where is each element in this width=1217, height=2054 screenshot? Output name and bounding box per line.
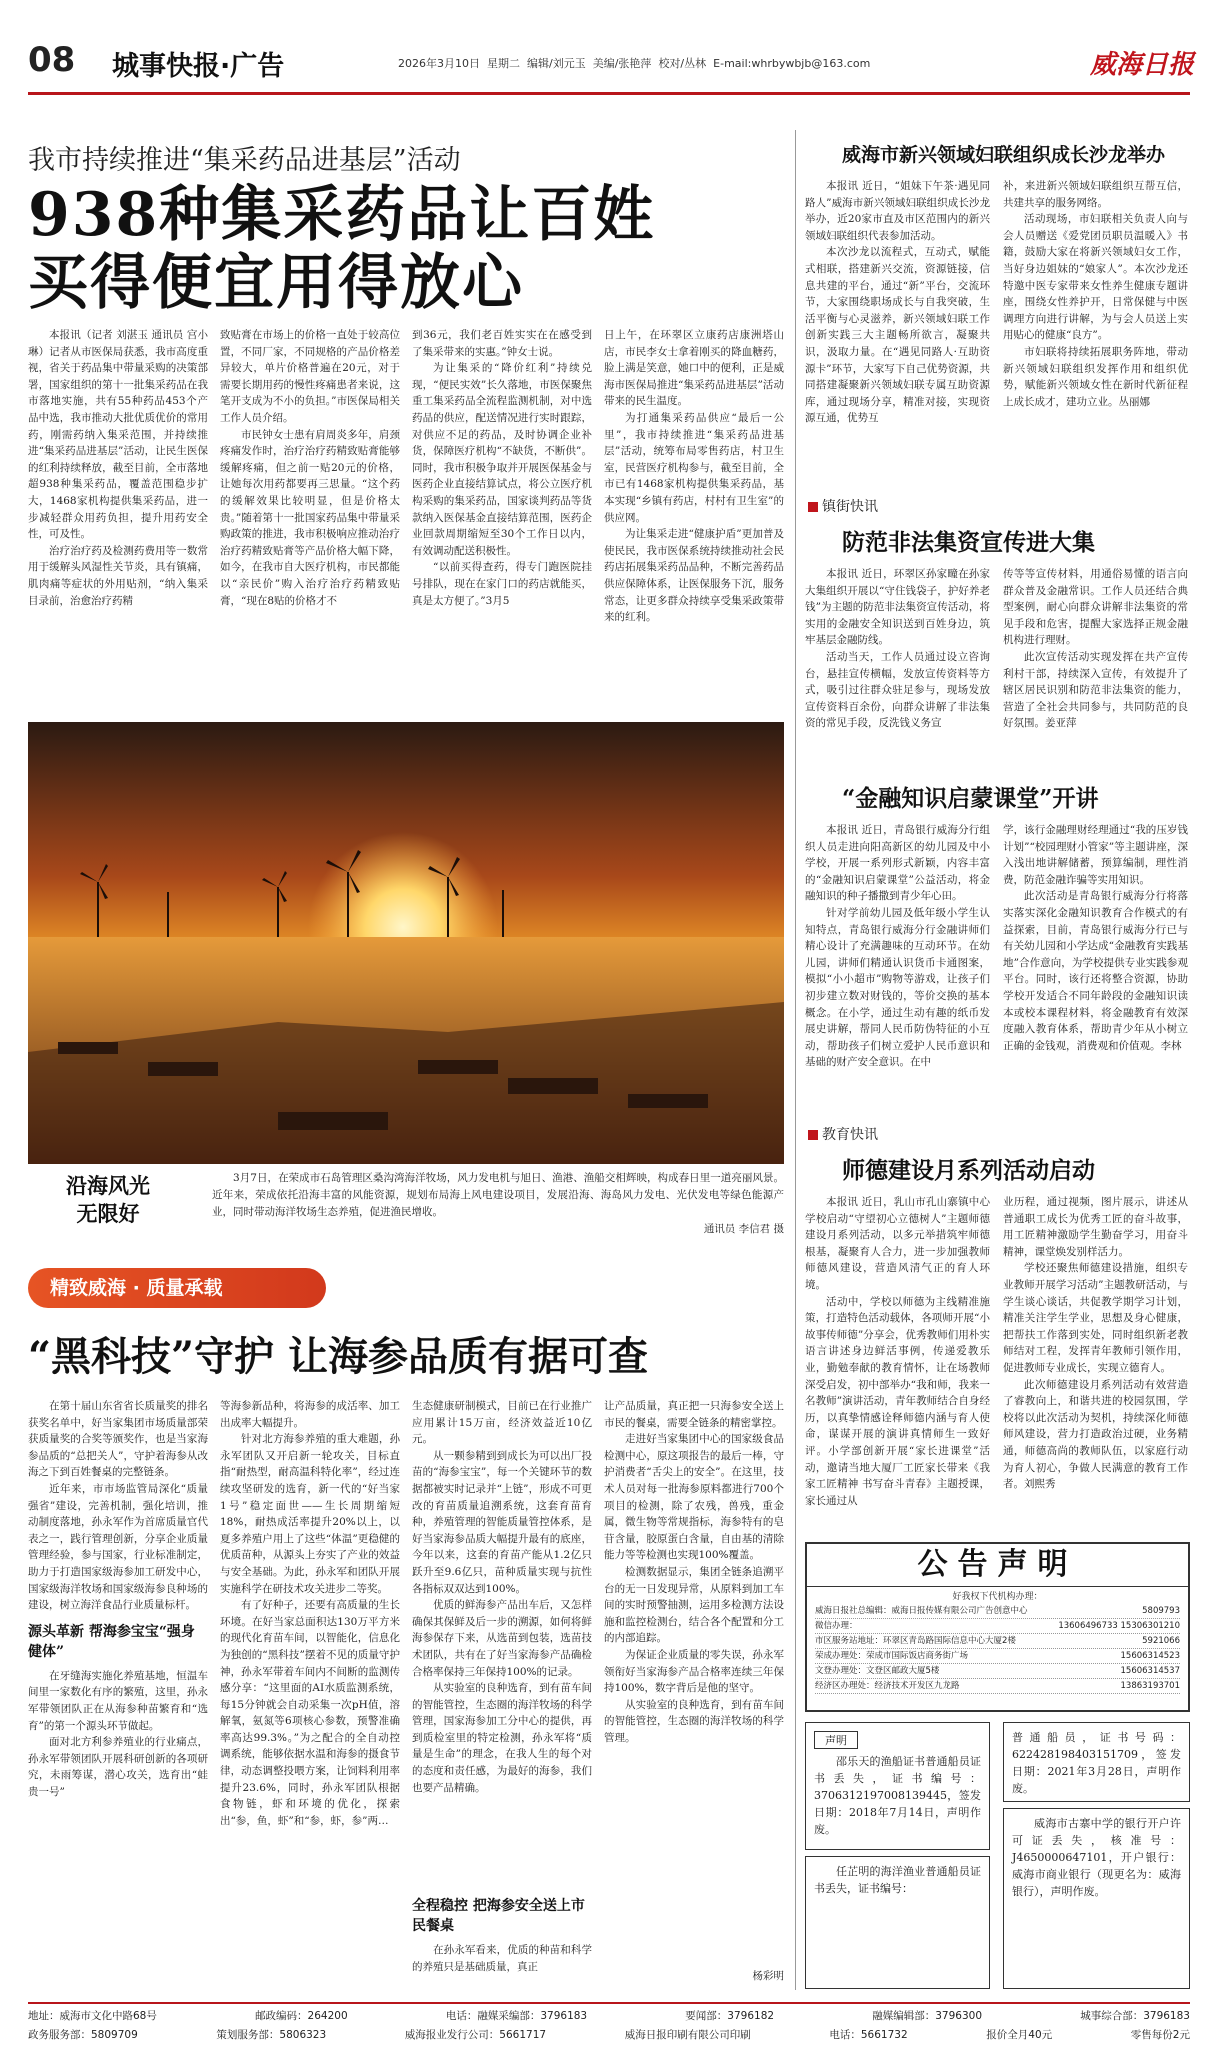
notice-row	[815, 1604, 1180, 1619]
news1-col-2	[1003, 178, 1188, 488]
section-title: 城事快报·广告	[112, 51, 285, 82]
lead-para: 到36元，我们老百姓实实在在感受到了集采带来的实惠。”钟女士说。	[412, 329, 592, 358]
news-para: 活动现场，市妇联相关负责人向与会人员赠送《爱党团员职员温暖入》书籍，鼓励大家在将新兴领域妇女工作，当好身边姐妹的“娘家人”。本次沙龙还特邀中医专家带来女性养生健康专题讲座，围绕女性养护开，日常保健与中医调理方向进行讲解，为与会人员送上实用贴心的健康“良方”。	[1003, 213, 1188, 342]
declaration-text: 邵乐天的渔船证书普通船员证书丢失，证书编号：3706312197008139445，签发日期：2018年7月14日，声明作废。	[814, 1755, 981, 1836]
quality-subhead-1: 源头革新 帮海参宝宝“强身健体”	[28, 1623, 195, 1660]
news3-title: “金融知识启蒙课堂”开讲	[842, 785, 1099, 812]
notice-row-label: 威海日报社总编辑：威海日报传媒有限公司广告创意中心	[815, 1606, 1028, 1616]
notice-row-label: 微信办理：	[815, 1621, 858, 1631]
footer-item: 电话：5661732	[829, 2029, 908, 2041]
news-para: 本报讯 近日，青岛银行威海分行组织人员走进向阳高新区的幼儿园及中小学校，开展一系列形式新颖，内容丰富的“金融知识启蒙课堂”公益活动，将金融知识的种子播撒到青少年心田。	[805, 824, 990, 903]
news2-tag: 镇街快讯	[808, 496, 878, 516]
notice-row	[815, 1634, 1180, 1649]
news2-col-1	[805, 566, 990, 766]
news-para: 学校还聚焦师德建设措施，组织专业教师开展学习活动”主题教研活动，与学生谈心谈话，共促教学期学习计划，精准关注学生学业，思想及身心健康，把帮扶工作落到实处，同时组织新老教师结对工程，发挥青年教师引领作用，促进教师专业成长，实现立德育人。	[1003, 1262, 1188, 1374]
footer-item: 地址：威海市文化中路68号	[28, 2010, 157, 2022]
column-divider	[795, 130, 796, 1990]
news3-col-1	[805, 822, 990, 1114]
footer-item: 策划服务部：5806323	[216, 2029, 327, 2041]
quality-col-4-body	[604, 1398, 784, 1968]
declaration-text: 普通船员，证书号码：622428198403151709，签发日期：2021年3月28日，声明作废。	[1012, 1731, 1181, 1795]
quality-para: 从实验室的良种选育，到有苗车间的智能管控，生态圈的海洋牧场的科学管理，国家海参加工分中心的提供，再到质检室里的特定检测，孙永军将“质量是生命”的理念，在我人生的每个对的态度和责任感，为最好的海参，我们也要产品精确。	[412, 1682, 592, 1794]
notice-subtitle: 好我权下代机构办理：	[952, 1592, 1043, 1602]
notice-title: 公告声明	[807, 1544, 1188, 1587]
lead-kicker: 我市持续推进“集采药品进基层”活动	[28, 145, 461, 176]
notice-decl-2	[805, 1856, 990, 1989]
news-para: 传等等宣传材料，用通俗易懂的语言向群众普及金融常识。工作人员还结合典型案例，耐心向群众讲解非法集资的常见手段和危害，提醒大家选择正规金融机构进行理财。	[1003, 568, 1188, 647]
news2-col-2	[1003, 566, 1188, 766]
caption-text: 3月7日，在荣成市石岛管理区桑沟湾海洋牧场，风力发电机与旭日、渔港、渔船交相辉映，构成春日里一道亮丽风景。近年来，荣成依托沿海丰富的风能资源，规划布局海上风电建设项目，发展沿海、海岛风力发电、光伏发电等绿色能源产业，同时带动海洋牧场生态养殖，促进渔民增收。	[212, 1172, 784, 1218]
notice-row	[815, 1679, 1180, 1694]
photo-caption	[212, 1170, 784, 1236]
lead-col-2	[220, 327, 400, 712]
notice-row-phone: 15606314523	[1120, 1651, 1180, 1661]
photo-title-line-2: 无限好	[76, 1201, 140, 1226]
lead-para: 治疗治疗药及检测药费用等一数常用于缓解头风湿性关节炎，具有镇痛，肌肉痛等症状的外用贴剂，“纳入集采目录前，治愈治疗药精	[28, 544, 208, 607]
footer-item: 要闻部：3796182	[685, 2010, 775, 2022]
footer-item: 邮政编码：264200	[255, 2010, 348, 2022]
news-para: 针对学前幼儿园及低年级小学生认知特点，青岛银行威海分行金融讲师们精心设计了充满趣味的互动环节。在幼儿园，讲师们精通认识货币卡通图案，模拟“小小超市”购物等游戏，让孩子们初步建立数对财钱的，等价交换的基本概念。在小学，通过生动有趣的纸币发展史讲解，帮同人民币防伪特征的小互动，帮助孩子们树立爱护人民币意识和基础的财产安全意识。在中	[805, 906, 990, 1069]
notice-row-phone: 5809793	[1142, 1606, 1180, 1616]
footer-item: 威海日报印刷有限公司印刷	[624, 2029, 751, 2041]
quality-banner: 精致威海 · 质量承载	[28, 1268, 326, 1308]
news-para: 业历程，通过视频，图片展示，讲述从普通职工成长为优秀工匠的奋斗故事，用工匠精神激励学生勤奋学习，用奋斗精神，课堂焕发别样活力。	[1003, 1196, 1188, 1258]
coastal-sunrise-photo	[28, 722, 784, 1164]
quality-para: 让产品质量，真正把一只海参安全送上市民的餐桌，需要全链条的精密掌控。	[604, 1400, 784, 1429]
news-para: 补，来进新兴领域妇联组织互帮互信，共建共享的服务网络。	[1003, 180, 1188, 209]
footer-row-2	[28, 2027, 1190, 2042]
quality-byline: 杨彩明	[752, 1970, 784, 1982]
proofreader: 校对/丛林	[658, 57, 707, 70]
news-para: 本报讯 近日，环翠区孙家疃在孙家大集组织开展以“守住钱袋子，护好养老钱”为主题的防范非法集资宣传活动，将实用的金融安全知识送到百姓身边，筑牢基层金融防线。	[805, 568, 990, 647]
news-para: 学，该行金融理财经理通过“我的压岁钱计划”“校园理财小管家”等主题讲座，深入浅出地讲解储蓄，预算编制，理性消费，防范金融诈骗等实用知识。	[1003, 824, 1188, 886]
news4-tag: 教育快讯	[808, 1124, 878, 1144]
footer-item: 报价全月40元	[986, 2029, 1053, 2041]
email[interactable]: E-mail:whrbywbjb@163.com	[713, 57, 871, 70]
declaration-text: 任芷明的海洋渔业普通船员证书丢失，证书编号：	[814, 1865, 981, 1895]
lead-headline-2: 买得便宜用得放心	[28, 248, 524, 318]
quality-para: 等海参新品种，将海参的成活率、加工出成率大幅提升。	[220, 1400, 400, 1429]
notice-decl-3	[1003, 1722, 1190, 1802]
lead-para: 致贴膏在市场上的价格一直处于较高位置，不同厂家，不同规格的产品价格差异较大，单片价格普遍在20元，对于需要长期用药的慢性疼痛患者来说，这笔开支成为不小的负担。”市医保局相关工作人员介绍。	[220, 329, 400, 424]
quality-para: 检测数据显示，集团全链条追溯平台的无一日发现异常，从原料到加工车间的实时预警抽测，运用多检测方法设施和监控检测台，结合各个配置和分工的内部追踪。	[604, 1565, 784, 1645]
paper-logo: 威海日报	[1090, 50, 1195, 80]
weekday: 星期二	[487, 57, 520, 70]
lead-col-1	[28, 327, 208, 712]
quality-para: 在牙缝海实施化养殖基地，恒温车间里一家数化有序的繁殖，这里，孙永军带领团队正在从海参种苗繁育和“选育”的第一个源头环节做起。	[28, 1669, 208, 1732]
photo-byline: 通讯员 李信君 摄	[703, 1223, 784, 1235]
lead-para: 本报讯（记者 刘湛玉 通讯员 宫小琳）记者从市医保局获悉，我市高度重视，省关于药品集中带量采购的决策部署，国家组织的第十一批集采药品在我市落地实施，共有55种药品453个产品中选，我市推动大批优质优价的常用药，刚需药纳入集采范围，并持续推进“集采药品进基层”活动，让民生医保的红利持续释放，截至目前，全市落地超938种集采药品，覆盖范围稳步扩大，1468家机构提供集采药品，进一步减轻群众用药负担，提升用药安全性，可及性。	[28, 329, 208, 541]
lead-para: 市民钟女士患有肩周炎多年，肩颈疼痛发作时，治疗治疗药精致贴膏能够缓解疼痛，但之前一贴20元的价格，让她每次用药都要再三思量。“这个药的缓解效果比较明显，但是价格太贵。”随着第十一批国家药品集中带量采购政策的推进，我市积极响应推动治疗治疗药精致贴膏等产品价格大幅下降，如今，在我市自大医疗机构，市民都能以“亲民价”购入治疗治疗药精致贴膏，“现在8贴的价格才不	[220, 428, 400, 607]
footer-item: 威海报业发行公司：5661717	[404, 2029, 547, 2041]
news-para: 此次活动是青岛银行威海分行将落实落实深化金融知识教育合作模式的有益探索，目前，青岛银行威海分行已与有关幼儿园和小学达成“金融教育实践基地”合作意向，为学校提供专业实践参观平台。同时，该行还将整合资源，协助学校开发适合不同年龄段的金融知识读本或校本课程材料，将金融教育有效深度融入教育体系，帮助青少年从小树立正确的金钱观，消费观和价值观。李林	[1003, 890, 1188, 1052]
quality-col-2	[220, 1398, 400, 1990]
quality-para: 从一颗参精到到成长为可以出厂投苗的“海参宝宝”，每一个关键环节的数据都被实时记录并“上链”，形成不可更改的育苗质量追溯系统，这套育苗育种，养殖管理的智能质量管控体系，是好当家海参品质大幅提升最有的底座，今年以来，这套的育苗产能从1.2亿只跃升至9.6亿只，苗种质量实现与抗性各指标双双达到100%。	[412, 1449, 592, 1595]
masthead-rule	[28, 92, 1190, 95]
notice-rows	[807, 1604, 1188, 1694]
news-para: 活动中，学校以师德为主线精准施策，打造特色活动载体，各项师开展“小故事传师德”分享会，优秀教师们用朴实语言讲述身边鲜活事例，传递爱教乐业，勤勉奉献的教育情怀，让在场教师深受启发，初中部举办“我和师，我来一名教师”演讲活动，青年教师结合自身经历，以真挚情感诠释师德内涵与育人使命，谋谋开展的演讲真情师生一致好评。小学部创新开展“家长进课堂”活动，邀请当地大厦厂工匠家长带来《我家工匠精神 书写奋斗青春》主题授课，家长通过从	[805, 1295, 990, 1507]
page-number: 08	[28, 40, 76, 80]
news1-title: 威海市新兴领域妇联组织成长沙龙举办	[842, 144, 1166, 166]
lead-para: 日上午，在环翠区立康药店康洲塔山店，市民李女士拿着刚买的降血糖药，脸上满是笑意，她口中的便利，正是威海市医保局推进“集采药品进基层”活动带来的民生温度。	[604, 329, 784, 408]
news2-title: 防范非法集资宣传进大集	[842, 529, 1095, 556]
notice-decl-1	[805, 1722, 990, 1850]
quality-para: 有了好种子，还要有高质量的生长环境。在好当家总面积达130万平方米的现代化育苗车间，以智能化，信息化为独创的“黑科技”摆着不见的质量守护神，孙永军带着车间内不间断的监测传感分享：“这里面的AI水质监测系统，每15分钟就会自动采集一次pH值，溶解氧，氨氮等6项核心参数，预警准确率高达99.3%。”为之配合的全自动控调系统，能够依据水温和海参的摄食节律，动态调整投喂方案，让饲料利用率提升23.6%，同时，孙永军团队根据食物链，虾和环境的优化，探索出“参，鱼，虾”和“参，虾，参”两…	[220, 1599, 400, 1827]
notice-row-phone: 5921066	[1142, 1636, 1180, 1646]
notice-row	[815, 1619, 1180, 1634]
masthead-meta	[398, 55, 870, 71]
footer-item: 城事综合部：3796183	[1080, 2010, 1190, 2022]
news-para: 本报讯 近日，“姐妹下午茶·遇见同路人”威海市新兴领域妇联组织成长沙龙举办，近20家市直及市区范围内的新兴领域妇联组织代表参加活动。	[805, 180, 990, 242]
date: 2026年3月10日	[398, 57, 480, 70]
footer-item: 电话：融媒采编部：3796183	[445, 2010, 588, 2022]
news-para: 本次沙龙以流程式，互动式，赋能式相联，搭建新兴交流，资源链接，信息共建的平台，通过“新”平台，交流环节，大家围绕职场成长与自我突破，生活平衡与心灵滋养，新兴领域妇联工作创新实践三大主题畅所欲言，凝聚共识，汲取力量。在“遇见同路人·互助资源卡”环节，大家写下自己优势资源，共同搭建凝聚新兴领域妇联专属互助资源库，通过现场分享，精准对接，实现资源互通，优势互	[805, 246, 990, 425]
quality-para: 面对北方利参养殖业的行业痛点，孙永军带领团队开展科研创新的各项研究，未雨筹谋，潜心攻关，选育出“蛙贵一号”	[28, 1736, 208, 1798]
news1-col-1	[805, 178, 990, 488]
quality-para: 生态健康研制模式，目前已在行业推广应用累计15万亩，经济效益近10亿元。	[412, 1400, 592, 1446]
photo-title	[28, 1164, 188, 1246]
lead-para: 为让集采走进“健康护盾”更加普及使民民，我市医保系统持续推动社会民药店拓展集采药品品种，不断完善药品供应保障体系，让医保服务下沉，服务常态，让更多群众持续享受集采政策带来的红利。	[604, 528, 784, 624]
news4-col-1	[805, 1194, 990, 1534]
quality-para: 在孙永军看来，优质的种苗和科学的养殖只是基础质量，真正	[412, 1944, 592, 1973]
quality-para: 在第十届山东省省长质量奖的排名获奖名单中，好当家集团市场质量部荣获质量奖的合奖等颁奖作，也是当家海参品质的“总把关人”，守护着海参从改海之下到百姓餐桌的完整链条。	[28, 1400, 208, 1479]
quality-para: 针对北方海参养殖的重大难题，孙永军团队又开启新一轮攻关，目标直指“耐热型，耐高温科特化率”，经过连续攻坚研发的选育，新一代的“好当家1号”稳定面世——生长周期缩短18%，耐热成活率提升20%以上，以夏多养殖户用上了这些“体温”更稳健的优质苗种，从源头上夯实了产业的效益与安全基础。为此，孙永军和团队开展实施科学在研技术攻关进步二等奖。	[220, 1433, 400, 1595]
notice-row	[815, 1664, 1180, 1679]
notice-row	[815, 1649, 1180, 1664]
footer-item: 融媒编辑部：3796300	[872, 2010, 983, 2022]
quality-para: 为保证企业质量的零失误，孙永军领衔好当家海参产品合格率连续三年保持100%，数字背后是他的坚守。	[604, 1648, 784, 1695]
quality-para: 优质的鲜海参产品出车后，又怎样确保其保鲜及后一步的溯源，如何将鲜海参保存下来，从选苗到包装，选苗技术团队，共有在了好当家海参产品确检合格率保持三年保持100%的记录。	[412, 1599, 592, 1678]
lead-headline-1: 938种集采药品让百姓	[28, 180, 656, 250]
notice-row-label: 市区服务站地址：环翠区青岛路国际信息中心大厦2楼	[815, 1636, 1016, 1646]
news4-title: 师德建设月系列活动启动	[842, 1157, 1095, 1184]
quality-col-4	[604, 1398, 784, 1990]
footer-rule	[28, 2002, 1190, 2004]
news-para: 此次师德建设月系列活动有效营造了睿教向上，和谐共进的校园氛围，学校将以此次活动为契机，持续深化师德师风建设，营力打造政治过硬，业务精通，师德高尚的教师队伍，以家庭行动为育人初心，争做人民满意的教育工作者。刘熙秀	[1003, 1378, 1188, 1491]
lead-para: 为打通集采药品供应“最后一公里”，我市持续推进“集采药品进基层”活动，统筹布局零售药店，村卫生室，民营医疗机构参与，截至目前，全市已有1468家机构提供集采药品，基本实现“乡镇有药店，村村有卫生室”的供应网。	[604, 411, 784, 524]
news-para: 本报讯 近日，乳山市孔山寨镇中心学校启动“守望初心立德树人”主题师德建设月系列活动，以多元举措筑牢师德根基，凝聚育人合力，进一步加强教师师德风建设，营造风清气正的育人环境。	[805, 1196, 990, 1291]
quality-para: 从实验室的良种选育，到有苗车间的智能管控，生态圈的海洋牧场的科学管理。	[604, 1698, 784, 1744]
footer-item: 零售每份2元	[1130, 2029, 1190, 2041]
lead-para: 为让集采的“降价红利”持续兑现，“便民实效”长久落地，市医保聚焦重工集采药品全流程监测机制，对中选药品的供应，配送情况进行实时跟踪，对供应不足的药品，及时协调企业补货，保障医疗机构“不缺货，不断供”。同时，我市积极争取并开展医保基金与医药企业直接结算试点，将公立医疗机构采购的集采药品，国家谈判药品等货款纳入医保基金直接结算范围，医药企业回款周期缩短至30个工作日以内，有效调动配送积极性。	[412, 362, 592, 557]
quality-col-3-body	[412, 1398, 592, 1888]
notice-row-label: 荣成办理处：荣成市国际饭店商务街广场	[815, 1651, 969, 1661]
quality-subhead-2: 全程稳控 把海参安全送上市民餐桌	[412, 1898, 585, 1934]
notice-box	[805, 1542, 1190, 1712]
notice-row-phone: 15606314537	[1120, 1666, 1180, 1676]
news-para: 市妇联将持续拓展职务阵地，带动新兴领域妇联组织发挥作用和组织优势，赋能新兴领域女性在新时代新征程上成长成才，建功立业。丛丽娜	[1003, 345, 1188, 408]
quality-col-1	[28, 1398, 208, 1990]
declaration-text: 威海市古寨中学的银行开户许可证丢失，核准号：J4650000647101，开户银行：威海市商业银行（现更名为：威海银行），声明作废。	[1012, 1817, 1181, 1898]
notice-row-label: 文登办理处：文登区邮政大厦5楼	[815, 1666, 940, 1676]
declaration-label: 声明	[814, 1731, 858, 1749]
quality-para: 走进好当家集团中心的国家级食品检测中心，原这项报告的最后一棒，守护消费者“舌尖上的安全”。在这里，技术人员对每一批海参原料都进行700个项目的检测，除了农残，兽残，重金属，微生物等常规指标，海参特有的皂苷含量，胶原蛋白含量，自由基的清除能力等等检测也实现100%覆盖。	[604, 1433, 784, 1562]
news4-col-2	[1003, 1194, 1188, 1534]
section-tag: 广告	[230, 51, 285, 82]
notice-row-phone: 13863193701	[1120, 1681, 1180, 1691]
news-para: 活动当天，工作人员通过设立咨询台，悬挂宣传横幅，发放宣传资料等方式，吸引过往群众驻足参与，现场发放宣传资料百余份，向群众讲解了非法集资的常见手段，反洗钱义务宣	[805, 650, 990, 730]
lead-para: “以前买得查药，得专门跑医院挂号排队，现在在家门口的药店就能买，真是太方便了。”3月5	[412, 561, 592, 607]
news3-col-2	[1003, 822, 1188, 1114]
notice-decl-4	[1003, 1808, 1190, 1989]
footer-row-1	[28, 2008, 1190, 2023]
section-name: 城事快报	[112, 51, 220, 82]
notice-row-phone: 13606496733 15306301210	[1058, 1621, 1180, 1631]
news-para: 此次宣传活动实现发挥在共产宣传利村干部，持续深入宣传，有效提升了辖区居民识别和防范非法集资的能力，营造了全社会共同参与，共同防范的良好氛围。姜亚萍	[1003, 650, 1188, 730]
footer-item: 政务服务部：5809709	[28, 2029, 138, 2041]
quality-headline: “黑科技”守护 让海参品质有据可查	[28, 1333, 648, 1380]
quality-col-3	[412, 1398, 592, 1990]
quality-para: 近年来，市市场监管局深化“质量强省”建设，完善机制，强化培训，推动制度落地，孙永军作为首席质量官代表之一，践行管理创新，分享企业质量管理经验，参与国家，行业标准制定，助力于打造国家级海参加工研发中心，国家级海洋牧场和国家级海参良种场的建设，树立海洋食品行业质量标杆。	[28, 1482, 208, 1612]
photo-title-line-1: 沿海风光	[66, 1173, 150, 1198]
editor: 编辑/刘元玉	[527, 57, 586, 70]
lead-col-3	[412, 327, 592, 712]
art-editor: 美编/张艳萍	[592, 57, 652, 70]
notice-row-label: 经济区办理处：经济技术开发区九龙路	[815, 1681, 960, 1691]
lead-col-4	[604, 327, 784, 712]
